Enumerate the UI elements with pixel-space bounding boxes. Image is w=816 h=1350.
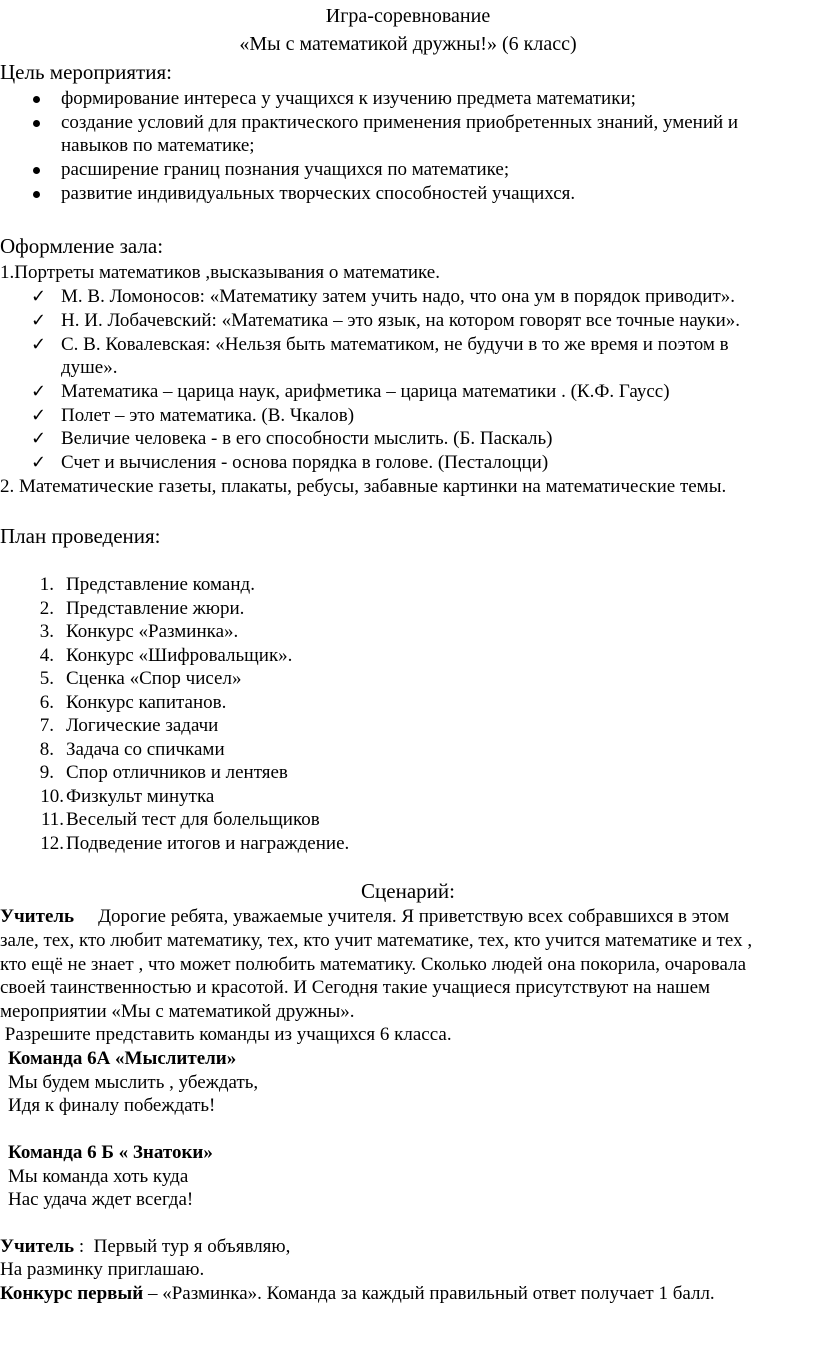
plan-item: Спор отличников и лентяев [66,762,288,783]
document-title: Игра-соревнование [325,5,491,27]
plan-item: Веселый тест для болельщиков [66,809,320,830]
speech-line: мероприятии «Мы с математикой дружны». [0,1001,355,1022]
plan-item: Сценка «Спор чисел» [66,668,242,689]
plan-heading: План проведения: [0,524,161,548]
goal-item: создание условий для практического применения приобретенных знаний, умений и [61,112,739,133]
quote-item: С. В. Ковалевская: «Нельзя быть математиком, не будучи в то же время и поэтом в [61,334,729,355]
bullet-icon [33,167,40,174]
quote-item: М. В. Ломоносов: «Математику затем учить надо, что она ум в порядок приводит». [61,286,735,307]
plan-item: Подведение итогов и награждение. [66,833,350,854]
plan-item-number: 7. [39,715,54,736]
plan-item: Конкурс «Шифровальщик». [66,645,293,666]
plan-item-number: 2. [39,598,54,619]
quote-item: Н. И. Лобачевский: «Математика – это язык, на котором говорят все точные науки». [61,310,741,331]
document-subtitle: «Мы с математикой дружны!» (6 класс) [239,33,577,55]
goals-heading: Цель мероприятия: [0,60,172,84]
team-a-name: Команда 6А «Мыслители» [8,1048,237,1069]
teacher-speech-2 [0,1235,290,1259]
scenario-heading: Сценарий: [361,879,455,903]
teacher-speech-line-1 [0,905,729,929]
plan-item-number: 6. [39,692,54,713]
checkmark-icon: ✓ [31,405,47,426]
goal-item: формирование интереса у учащихся к изучению предмета математики; [61,88,636,109]
quote-item: Полет – это математика. (В. Чкалов) [61,405,355,426]
contest-announcement [0,1282,715,1306]
team-a-motto-line: Идя к финалу побеждать! [8,1095,216,1116]
team-b-motto-line: Мы команда хоть куда [8,1166,189,1187]
decor-point-2: 2. Математические газеты, плакаты, ребусы, забавные картинки на математические темы. [0,476,727,497]
bullet-icon [33,96,40,103]
team-a-motto-line: Мы будем мыслить , убеждать, [8,1072,259,1093]
team-b-name: Команда 6 Б « Знатоки» [8,1142,213,1163]
plan-item-number: 8. [39,739,54,760]
speech-line: зале, тех, кто любит математику, тех, кто учит математике, тех, кто учится математике и тех , [0,930,753,951]
contest-label: Конкурс первый [0,1283,144,1304]
checkmark-icon: ✓ [31,428,47,449]
quote-item-continued: душе». [61,357,118,378]
goal-item-continued: навыков по математике; [61,135,255,156]
teacher-label: Учитель [0,1236,75,1257]
plan-item-number: 11. [40,809,64,830]
plan-item-number: 12. [40,833,64,854]
speech-line: кто ещё не знает , что может полюбить математику. Сколько людей она покорила, очаровала [0,954,747,975]
plan-item: Физкульт минутка [66,786,215,807]
plan-item-number: 10. [40,786,64,807]
bullet-icon [33,120,40,127]
teacher-label: Учитель [0,906,75,927]
checkmark-icon: ✓ [31,286,47,307]
speech-text: Дорогие ребята, уважаемые учителя. Я приветствую всех собравшихся в этом [98,906,730,927]
plan-item: Логические задачи [66,715,219,736]
plan-item-number: 9. [39,762,54,783]
checkmark-icon: ✓ [31,310,47,331]
quote-item: Величие человека - в его способности мыслить. (Б. Паскаль) [61,428,553,449]
speech-line: На разминку приглашаю. [0,1259,205,1280]
checkmark-icon: ✓ [31,334,47,355]
plan-item-number: 3. [39,621,54,642]
plan-item: Представление жюри. [66,598,245,619]
plan-item: Представление команд. [66,574,255,595]
team-b-motto-line: Нас удача ждет всегда! [8,1189,194,1210]
speech-line: Разрешите представить команды из учащихся 6 класса. [0,1024,452,1045]
quote-item: Счет и вычисления - основа порядка в голове. (Песталоцци) [61,452,549,473]
plan-item-number: 1. [39,574,54,595]
plan-item-number: 4. [39,645,54,666]
plan-item: Конкурс капитанов. [66,692,227,713]
goal-item: расширение границ познания учащихся по математике; [61,159,510,180]
plan-item: Конкурс «Разминка». [66,621,239,642]
checkmark-icon: ✓ [31,381,47,402]
contest-text: – «Разминка». Команда за каждый правильный ответ получает 1 балл. [143,1283,715,1304]
speech-line: своей таинственностью и красотой. И Сегодня такие учащиеся присутствуют на нашем [0,977,711,998]
decor-point-1: 1.Портреты математиков ,высказывания о математике. [0,262,440,283]
bullet-icon [33,191,40,198]
decor-heading: Оформление зала: [0,234,164,258]
goal-item: развитие индивидуальных творческих способностей учащихся. [61,183,576,204]
quote-item: Математика – царица наук, арифметика – царица математики . (К.Ф. Гаусс) [61,381,670,402]
plan-item: Задача со спичками [66,739,225,760]
speech-text: : Первый тур я объявляю, [74,1236,291,1257]
plan-item-number: 5. [39,668,54,689]
checkmark-icon: ✓ [31,452,47,473]
